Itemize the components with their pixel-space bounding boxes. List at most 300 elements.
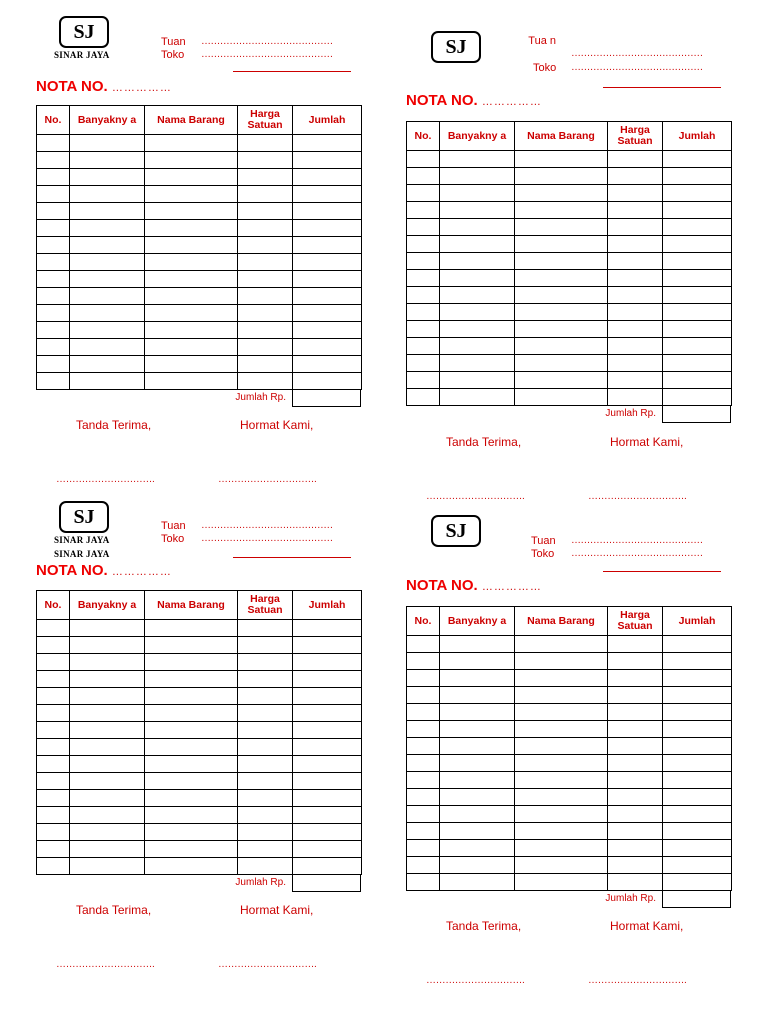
table-cell[interactable] (238, 373, 293, 390)
receiver-signature-line[interactable]: …………………………. (426, 491, 525, 502)
table-cell[interactable] (293, 237, 362, 254)
table-cell[interactable] (608, 321, 663, 338)
table-cell[interactable] (37, 186, 70, 203)
table-cell[interactable] (145, 858, 238, 875)
table-cell[interactable] (70, 756, 145, 773)
table-cell[interactable] (515, 389, 608, 406)
toko-field[interactable]: …………………………………… (201, 533, 333, 544)
sender-signature-line[interactable]: …………………………. (588, 975, 687, 986)
table-cell[interactable] (238, 637, 293, 654)
table-cell[interactable] (70, 773, 145, 790)
table-cell[interactable] (515, 355, 608, 372)
toko-field[interactable]: …………………………………… (571, 548, 703, 559)
table-cell[interactable] (145, 790, 238, 807)
table-cell[interactable] (515, 372, 608, 389)
table-cell[interactable] (663, 389, 732, 406)
table-cell[interactable] (608, 857, 663, 874)
table-cell[interactable] (37, 254, 70, 271)
table-cell[interactable] (238, 790, 293, 807)
table-cell[interactable] (515, 789, 608, 806)
table-cell[interactable] (407, 270, 440, 287)
table-cell[interactable] (293, 773, 362, 790)
table-cell[interactable] (145, 203, 238, 220)
table-cell[interactable] (608, 755, 663, 772)
table-cell[interactable] (608, 704, 663, 721)
table-cell[interactable] (37, 756, 70, 773)
table-cell[interactable] (663, 636, 732, 653)
table-cell[interactable] (293, 637, 362, 654)
sender-signature-line[interactable]: …………………………. (588, 491, 687, 502)
table-cell[interactable] (663, 670, 732, 687)
table-cell[interactable] (608, 236, 663, 253)
table-cell[interactable] (70, 237, 145, 254)
table-cell[interactable] (608, 202, 663, 219)
table-cell[interactable] (663, 874, 732, 891)
sender-signature-line[interactable]: …………………………. (218, 959, 317, 970)
table-cell[interactable] (70, 705, 145, 722)
table-cell[interactable] (238, 322, 293, 339)
table-cell[interactable] (37, 620, 70, 637)
table-cell[interactable] (515, 840, 608, 857)
table-cell[interactable] (238, 739, 293, 756)
table-cell[interactable] (145, 824, 238, 841)
table-cell[interactable] (37, 739, 70, 756)
table-cell[interactable] (293, 688, 362, 705)
receiver-signature-line[interactable]: …………………………. (56, 474, 155, 485)
table-cell[interactable] (238, 220, 293, 237)
table-cell[interactable] (515, 772, 608, 789)
table-cell[interactable] (37, 322, 70, 339)
table-cell[interactable] (145, 620, 238, 637)
table-cell[interactable] (293, 654, 362, 671)
table-cell[interactable] (515, 321, 608, 338)
table-cell[interactable] (663, 236, 732, 253)
table-cell[interactable] (440, 355, 515, 372)
table-cell[interactable] (440, 287, 515, 304)
table-cell[interactable] (70, 858, 145, 875)
table-cell[interactable] (407, 202, 440, 219)
table-cell[interactable] (440, 151, 515, 168)
table-cell[interactable] (515, 823, 608, 840)
table-cell[interactable] (37, 288, 70, 305)
table-cell[interactable] (293, 739, 362, 756)
table-cell[interactable] (70, 322, 145, 339)
table-cell[interactable] (440, 789, 515, 806)
table-cell[interactable] (608, 772, 663, 789)
table-cell[interactable] (440, 704, 515, 721)
table-cell[interactable] (440, 219, 515, 236)
table-cell[interactable] (663, 287, 732, 304)
table-cell[interactable] (515, 287, 608, 304)
table-cell[interactable] (238, 807, 293, 824)
table-cell[interactable] (293, 288, 362, 305)
table-cell[interactable] (293, 841, 362, 858)
table-cell[interactable] (663, 738, 732, 755)
table-cell[interactable] (37, 688, 70, 705)
table-cell[interactable] (515, 304, 608, 321)
table-cell[interactable] (608, 874, 663, 891)
table-cell[interactable] (407, 687, 440, 704)
table-cell[interactable] (145, 356, 238, 373)
tuan-field[interactable]: …………………………………… (571, 48, 703, 59)
table-cell[interactable] (70, 637, 145, 654)
table-cell[interactable] (70, 169, 145, 186)
table-cell[interactable] (663, 168, 732, 185)
table-cell[interactable] (407, 236, 440, 253)
table-cell[interactable] (37, 824, 70, 841)
table-cell[interactable] (70, 671, 145, 688)
table-cell[interactable] (608, 185, 663, 202)
table-cell[interactable] (37, 220, 70, 237)
table-cell[interactable] (407, 653, 440, 670)
table-cell[interactable] (37, 305, 70, 322)
toko-field[interactable]: …………………………………… (201, 49, 333, 60)
table-cell[interactable] (440, 636, 515, 653)
table-cell[interactable] (145, 322, 238, 339)
table-cell[interactable] (145, 739, 238, 756)
table-cell[interactable] (407, 857, 440, 874)
table-cell[interactable] (663, 806, 732, 823)
table-cell[interactable] (37, 722, 70, 739)
table-cell[interactable] (293, 220, 362, 237)
table-cell[interactable] (37, 773, 70, 790)
tuan-field[interactable]: …………………………………… (571, 535, 703, 546)
table-cell[interactable] (37, 237, 70, 254)
table-cell[interactable] (663, 151, 732, 168)
table-cell[interactable] (407, 806, 440, 823)
table-cell[interactable] (663, 202, 732, 219)
table-cell[interactable] (37, 339, 70, 356)
table-cell[interactable] (407, 185, 440, 202)
table-cell[interactable] (145, 705, 238, 722)
table-cell[interactable] (293, 705, 362, 722)
table-cell[interactable] (238, 339, 293, 356)
table-cell[interactable] (407, 721, 440, 738)
table-cell[interactable] (407, 772, 440, 789)
table-cell[interactable] (608, 687, 663, 704)
tuan-field[interactable]: …………………………………… (201, 520, 333, 531)
nota-no-field[interactable]: …………… (111, 566, 172, 578)
table-cell[interactable] (293, 152, 362, 169)
table-cell[interactable] (70, 339, 145, 356)
table-cell[interactable] (37, 841, 70, 858)
table-cell[interactable] (238, 305, 293, 322)
table-cell[interactable] (608, 219, 663, 236)
table-cell[interactable] (145, 688, 238, 705)
table-cell[interactable] (608, 738, 663, 755)
table-cell[interactable] (293, 322, 362, 339)
table-cell[interactable] (440, 721, 515, 738)
table-cell[interactable] (238, 841, 293, 858)
table-cell[interactable] (515, 857, 608, 874)
table-cell[interactable] (238, 688, 293, 705)
table-cell[interactable] (70, 824, 145, 841)
table-cell[interactable] (238, 858, 293, 875)
table-cell[interactable] (608, 823, 663, 840)
table-cell[interactable] (515, 874, 608, 891)
table-cell[interactable] (145, 373, 238, 390)
table-cell[interactable] (238, 288, 293, 305)
nota-no-field[interactable]: …………… (111, 82, 172, 94)
table-cell[interactable] (293, 756, 362, 773)
table-cell[interactable] (238, 824, 293, 841)
table-cell[interactable] (407, 823, 440, 840)
table-cell[interactable] (608, 253, 663, 270)
table-cell[interactable] (293, 722, 362, 739)
table-cell[interactable] (440, 321, 515, 338)
table-cell[interactable] (440, 670, 515, 687)
table-cell[interactable] (37, 807, 70, 824)
table-cell[interactable] (663, 772, 732, 789)
table-cell[interactable] (407, 219, 440, 236)
table-cell[interactable] (608, 389, 663, 406)
table-cell[interactable] (293, 356, 362, 373)
table-cell[interactable] (238, 186, 293, 203)
table-cell[interactable] (70, 288, 145, 305)
table-cell[interactable] (238, 356, 293, 373)
table-cell[interactable] (440, 202, 515, 219)
table-cell[interactable] (293, 807, 362, 824)
table-cell[interactable] (515, 236, 608, 253)
table-cell[interactable] (407, 840, 440, 857)
table-cell[interactable] (663, 185, 732, 202)
table-cell[interactable] (440, 755, 515, 772)
table-cell[interactable] (515, 755, 608, 772)
table-cell[interactable] (663, 755, 732, 772)
table-cell[interactable] (293, 305, 362, 322)
address-line[interactable] (603, 571, 721, 572)
table-cell[interactable] (238, 722, 293, 739)
table-cell[interactable] (407, 151, 440, 168)
table-cell[interactable] (145, 637, 238, 654)
table-cell[interactable] (440, 372, 515, 389)
table-cell[interactable] (70, 305, 145, 322)
table-cell[interactable] (515, 721, 608, 738)
table-cell[interactable] (293, 169, 362, 186)
table-cell[interactable] (293, 271, 362, 288)
toko-field[interactable]: …………………………………… (571, 62, 703, 73)
table-cell[interactable] (37, 169, 70, 186)
table-cell[interactable] (608, 287, 663, 304)
table-cell[interactable] (293, 135, 362, 152)
table-cell[interactable] (440, 857, 515, 874)
table-cell[interactable] (663, 653, 732, 670)
table-cell[interactable] (407, 789, 440, 806)
table-cell[interactable] (440, 806, 515, 823)
table-cell[interactable] (515, 270, 608, 287)
table-cell[interactable] (515, 806, 608, 823)
table-cell[interactable] (37, 356, 70, 373)
table-cell[interactable] (37, 271, 70, 288)
table-cell[interactable] (515, 168, 608, 185)
table-cell[interactable] (293, 373, 362, 390)
table-cell[interactable] (515, 185, 608, 202)
table-cell[interactable] (37, 858, 70, 875)
table-cell[interactable] (70, 254, 145, 271)
table-cell[interactable] (70, 152, 145, 169)
table-cell[interactable] (238, 254, 293, 271)
table-cell[interactable] (663, 687, 732, 704)
table-cell[interactable] (663, 321, 732, 338)
table-cell[interactable] (238, 620, 293, 637)
table-cell[interactable] (440, 185, 515, 202)
table-cell[interactable] (440, 236, 515, 253)
table-cell[interactable] (293, 824, 362, 841)
table-cell[interactable] (238, 237, 293, 254)
table-cell[interactable] (515, 338, 608, 355)
table-cell[interactable] (663, 823, 732, 840)
table-cell[interactable] (663, 372, 732, 389)
table-cell[interactable] (407, 389, 440, 406)
table-cell[interactable] (293, 790, 362, 807)
table-cell[interactable] (145, 152, 238, 169)
address-line[interactable] (233, 557, 351, 558)
table-cell[interactable] (663, 338, 732, 355)
table-cell[interactable] (663, 840, 732, 857)
table-cell[interactable] (608, 670, 663, 687)
table-cell[interactable] (407, 304, 440, 321)
receiver-signature-line[interactable]: …………………………. (426, 975, 525, 986)
table-cell[interactable] (238, 773, 293, 790)
table-cell[interactable] (515, 670, 608, 687)
table-cell[interactable] (515, 653, 608, 670)
table-cell[interactable] (407, 372, 440, 389)
table-cell[interactable] (37, 654, 70, 671)
table-cell[interactable] (663, 253, 732, 270)
table-cell[interactable] (238, 169, 293, 186)
receiver-signature-line[interactable]: …………………………. (56, 959, 155, 970)
table-cell[interactable] (70, 841, 145, 858)
table-cell[interactable] (515, 687, 608, 704)
table-cell[interactable] (70, 220, 145, 237)
table-cell[interactable] (145, 254, 238, 271)
table-cell[interactable] (440, 168, 515, 185)
table-cell[interactable] (663, 789, 732, 806)
table-cell[interactable] (440, 874, 515, 891)
table-cell[interactable] (515, 151, 608, 168)
table-cell[interactable] (407, 738, 440, 755)
table-cell[interactable] (70, 186, 145, 203)
table-cell[interactable] (145, 237, 238, 254)
table-cell[interactable] (663, 704, 732, 721)
table-cell[interactable] (37, 152, 70, 169)
table-cell[interactable] (293, 858, 362, 875)
table-cell[interactable] (145, 288, 238, 305)
table-cell[interactable] (145, 722, 238, 739)
table-cell[interactable] (238, 671, 293, 688)
table-cell[interactable] (608, 806, 663, 823)
table-cell[interactable] (608, 151, 663, 168)
table-cell[interactable] (145, 186, 238, 203)
table-cell[interactable] (238, 135, 293, 152)
table-cell[interactable] (608, 168, 663, 185)
table-cell[interactable] (440, 687, 515, 704)
table-cell[interactable] (440, 823, 515, 840)
table-cell[interactable] (608, 721, 663, 738)
table-cell[interactable] (145, 305, 238, 322)
table-cell[interactable] (407, 704, 440, 721)
table-cell[interactable] (70, 620, 145, 637)
table-cell[interactable] (37, 705, 70, 722)
table-cell[interactable] (238, 705, 293, 722)
table-cell[interactable] (663, 857, 732, 874)
table-cell[interactable] (145, 807, 238, 824)
table-cell[interactable] (238, 271, 293, 288)
table-cell[interactable] (407, 670, 440, 687)
table-cell[interactable] (145, 169, 238, 186)
table-cell[interactable] (407, 253, 440, 270)
table-cell[interactable] (70, 203, 145, 220)
table-cell[interactable] (70, 790, 145, 807)
table-cell[interactable] (608, 372, 663, 389)
table-cell[interactable] (515, 202, 608, 219)
table-cell[interactable] (440, 772, 515, 789)
table-cell[interactable] (70, 807, 145, 824)
table-cell[interactable] (145, 339, 238, 356)
table-cell[interactable] (70, 722, 145, 739)
total-field[interactable] (662, 405, 731, 423)
table-cell[interactable] (440, 389, 515, 406)
table-cell[interactable] (145, 220, 238, 237)
table-cell[interactable] (407, 636, 440, 653)
table-cell[interactable] (70, 688, 145, 705)
table-cell[interactable] (70, 271, 145, 288)
sender-signature-line[interactable]: …………………………. (218, 474, 317, 485)
table-cell[interactable] (293, 203, 362, 220)
table-cell[interactable] (407, 287, 440, 304)
table-cell[interactable] (608, 355, 663, 372)
table-cell[interactable] (440, 653, 515, 670)
table-cell[interactable] (440, 840, 515, 857)
table-cell[interactable] (407, 321, 440, 338)
table-cell[interactable] (663, 270, 732, 287)
table-cell[interactable] (238, 756, 293, 773)
table-cell[interactable] (407, 755, 440, 772)
table-cell[interactable] (515, 219, 608, 236)
table-cell[interactable] (440, 253, 515, 270)
table-cell[interactable] (515, 253, 608, 270)
total-field[interactable] (292, 389, 361, 407)
table-cell[interactable] (37, 373, 70, 390)
total-field[interactable] (662, 890, 731, 908)
table-cell[interactable] (440, 338, 515, 355)
table-cell[interactable] (440, 270, 515, 287)
table-cell[interactable] (293, 254, 362, 271)
table-cell[interactable] (663, 721, 732, 738)
table-cell[interactable] (407, 355, 440, 372)
table-cell[interactable] (293, 186, 362, 203)
table-cell[interactable] (515, 738, 608, 755)
table-cell[interactable] (70, 654, 145, 671)
table-cell[interactable] (293, 671, 362, 688)
table-cell[interactable] (70, 739, 145, 756)
table-cell[interactable] (608, 338, 663, 355)
nota-no-field[interactable]: …………… (481, 581, 542, 593)
table-cell[interactable] (293, 339, 362, 356)
address-line[interactable] (603, 87, 721, 88)
table-cell[interactable] (515, 636, 608, 653)
table-cell[interactable] (238, 152, 293, 169)
table-cell[interactable] (145, 271, 238, 288)
table-cell[interactable] (37, 671, 70, 688)
table-cell[interactable] (293, 620, 362, 637)
table-cell[interactable] (145, 654, 238, 671)
table-cell[interactable] (608, 840, 663, 857)
table-cell[interactable] (515, 704, 608, 721)
table-cell[interactable] (145, 671, 238, 688)
table-cell[interactable] (407, 874, 440, 891)
table-cell[interactable] (145, 773, 238, 790)
